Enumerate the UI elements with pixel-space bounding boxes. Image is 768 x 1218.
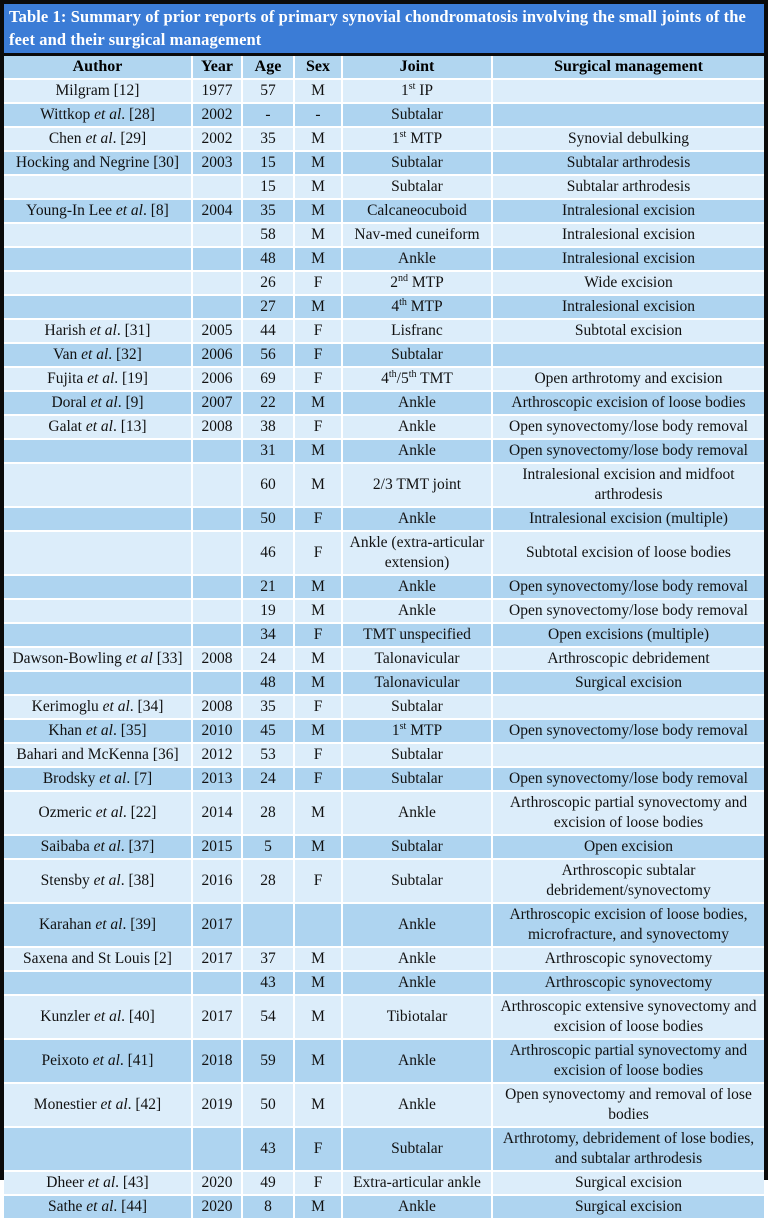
cell-sex <box>294 903 342 947</box>
cell-age: 22 <box>242 391 294 415</box>
cell-management: Intralesional excision <box>492 247 764 271</box>
table-row <box>4 247 764 271</box>
cell-management <box>492 79 764 103</box>
cell-management: Intralesional excision and midfoot arthrodesis <box>492 463 764 507</box>
cell-author: Stensby et al. [38] <box>4 859 192 903</box>
cell-author: Doral et al. [9] <box>4 391 192 415</box>
cell-year: 2002 <box>192 127 242 151</box>
cell-year: 2017 <box>192 947 242 971</box>
cell-author <box>4 507 192 531</box>
column-header-management: Surgical management <box>492 56 764 79</box>
cell-author: Saibaba et al. [37] <box>4 835 192 859</box>
cell-year: 2008 <box>192 415 242 439</box>
cell-year: 2013 <box>192 767 242 791</box>
table-row <box>4 1171 764 1195</box>
cell-sex: F <box>294 415 342 439</box>
cell-author: Peixoto et al. [41] <box>4 1039 192 1083</box>
cell-year: 2007 <box>192 391 242 415</box>
cell-sex: M <box>294 1039 342 1083</box>
cell-management: Open arthrotomy and excision <box>492 367 764 391</box>
cell-sex: F <box>294 859 342 903</box>
cell-joint: Ankle <box>342 791 492 835</box>
cell-author: Bahari and McKenna [36] <box>4 743 192 767</box>
table-row <box>4 835 764 859</box>
cell-sex: - <box>294 103 342 127</box>
cell-age: 26 <box>242 271 294 295</box>
cell-age: 59 <box>242 1039 294 1083</box>
cell-management: Open synovectomy and removal of lose bodies <box>492 1083 764 1127</box>
table-row <box>4 971 764 995</box>
cell-age: 43 <box>242 1127 294 1171</box>
cell-management: Intralesional excision <box>492 295 764 319</box>
table-row <box>4 439 764 463</box>
cell-author: Dawson-Bowling et al [33] <box>4 647 192 671</box>
cell-management: Arthroscopic excision of loose bodies, microfracture, and synovectomy <box>492 903 764 947</box>
cell-author <box>4 271 192 295</box>
cell-sex: M <box>294 647 342 671</box>
cell-management <box>492 695 764 719</box>
cell-sex: M <box>294 671 342 695</box>
table-row <box>4 319 764 343</box>
table-row <box>4 575 764 599</box>
cell-joint: 1st MTP <box>342 127 492 151</box>
cell-joint: Subtalar <box>342 695 492 719</box>
cell-sex: M <box>294 971 342 995</box>
cell-joint: Ankle (extra-articular extension) <box>342 531 492 575</box>
cell-management: Arthroscopic subtalar debridement/synovectomy <box>492 859 764 903</box>
cell-year: 2006 <box>192 367 242 391</box>
table-row <box>4 415 764 439</box>
header-row <box>4 56 764 79</box>
table-row <box>4 791 764 835</box>
cell-author: Fujita et al. [19] <box>4 367 192 391</box>
cell-management: Open excisions (multiple) <box>492 623 764 647</box>
cell-age: 35 <box>242 127 294 151</box>
cell-year: 2005 <box>192 319 242 343</box>
table-row <box>4 507 764 531</box>
table-row <box>4 647 764 671</box>
table-row <box>4 695 764 719</box>
cell-sex: F <box>294 343 342 367</box>
cell-age: 57 <box>242 79 294 103</box>
cell-year <box>192 671 242 695</box>
cell-author <box>4 531 192 575</box>
table-title: Table 1: Summary of prior reports of primary synovial chondromatosis involving the small joints of the feet and their surgical management <box>4 4 764 56</box>
cell-author: Dheer et al. [43] <box>4 1171 192 1195</box>
cell-joint: Subtalar <box>342 743 492 767</box>
cell-year: 2017 <box>192 903 242 947</box>
cell-joint: Subtalar <box>342 175 492 199</box>
cell-management: Arthrotomy, debridement of lose bodies, and subtalar arthrodesis <box>492 1127 764 1171</box>
cell-author: Sathe et al. [44] <box>4 1195 192 1218</box>
cell-age: 46 <box>242 531 294 575</box>
cell-sex: M <box>294 199 342 223</box>
cell-management <box>492 103 764 127</box>
cell-year <box>192 439 242 463</box>
cell-management: Subtalar arthrodesis <box>492 151 764 175</box>
cell-joint: Subtalar <box>342 1127 492 1171</box>
cell-joint: Subtalar <box>342 859 492 903</box>
cell-author: Van et al. [32] <box>4 343 192 367</box>
cell-sex: M <box>294 947 342 971</box>
cell-sex: F <box>294 367 342 391</box>
cell-year: 2020 <box>192 1195 242 1218</box>
cell-joint: Subtalar <box>342 103 492 127</box>
cell-sex: M <box>294 719 342 743</box>
cell-joint: Ankle <box>342 903 492 947</box>
table-row <box>4 343 764 367</box>
cell-age: 60 <box>242 463 294 507</box>
cell-age: 53 <box>242 743 294 767</box>
cell-author: Ozmeric et al. [22] <box>4 791 192 835</box>
cell-author <box>4 439 192 463</box>
table-row <box>4 531 764 575</box>
cell-age: 44 <box>242 319 294 343</box>
cell-management: Wide excision <box>492 271 764 295</box>
cell-sex: M <box>294 439 342 463</box>
cell-year: 2018 <box>192 1039 242 1083</box>
cell-joint: Calcaneocuboid <box>342 199 492 223</box>
table-row <box>4 1083 764 1127</box>
table-row <box>4 859 764 903</box>
cell-age: 28 <box>242 791 294 835</box>
cell-author <box>4 623 192 647</box>
cell-author: Harish et al. [31] <box>4 319 192 343</box>
cell-joint: Extra-articular ankle <box>342 1171 492 1195</box>
cell-age: 48 <box>242 247 294 271</box>
cell-management: Arthroscopic debridement <box>492 647 764 671</box>
cell-year <box>192 271 242 295</box>
cell-sex: M <box>294 463 342 507</box>
cell-year: 2004 <box>192 199 242 223</box>
table-row <box>4 271 764 295</box>
table-row <box>4 767 764 791</box>
cell-author <box>4 575 192 599</box>
cell-year: 2002 <box>192 103 242 127</box>
cell-age: 34 <box>242 623 294 647</box>
cell-age: 8 <box>242 1195 294 1218</box>
cell-author <box>4 671 192 695</box>
cell-age: 31 <box>242 439 294 463</box>
cell-age: 28 <box>242 859 294 903</box>
table-row <box>4 995 764 1039</box>
cell-author <box>4 295 192 319</box>
cell-joint: Ankle <box>342 415 492 439</box>
cell-year <box>192 1127 242 1171</box>
table-row <box>4 719 764 743</box>
cell-author: Kerimoglu et al. [34] <box>4 695 192 719</box>
column-header-author: Author <box>4 56 192 79</box>
cell-joint: Ankle <box>342 391 492 415</box>
table-row <box>4 1195 764 1218</box>
cell-year: 2006 <box>192 343 242 367</box>
cell-author: Young-In Lee et al. [8] <box>4 199 192 223</box>
cell-year: 2008 <box>192 647 242 671</box>
cell-age: - <box>242 103 294 127</box>
cell-management: Synovial debulking <box>492 127 764 151</box>
cell-sex: M <box>294 247 342 271</box>
cell-age: 19 <box>242 599 294 623</box>
cell-management: Subtotal excision of loose bodies <box>492 531 764 575</box>
cell-management: Open synovectomy/lose body removal <box>492 599 764 623</box>
cell-age: 37 <box>242 947 294 971</box>
cell-joint: 2/3 TMT joint <box>342 463 492 507</box>
cell-age: 24 <box>242 647 294 671</box>
cell-year <box>192 223 242 247</box>
cell-sex: F <box>294 623 342 647</box>
cell-sex: M <box>294 575 342 599</box>
cell-age: 35 <box>242 199 294 223</box>
table-row <box>4 151 764 175</box>
cell-sex: M <box>294 1195 342 1218</box>
column-header-sex: Sex <box>294 56 342 79</box>
cell-year: 2020 <box>192 1171 242 1195</box>
table-row <box>4 947 764 971</box>
table-row <box>4 903 764 947</box>
cell-age: 56 <box>242 343 294 367</box>
cell-author <box>4 971 192 995</box>
cell-age: 35 <box>242 695 294 719</box>
cell-year <box>192 599 242 623</box>
cell-year <box>192 971 242 995</box>
cell-author: Wittkop et al. [28] <box>4 103 192 127</box>
table-row <box>4 671 764 695</box>
cell-year: 2017 <box>192 995 242 1039</box>
table-body <box>4 79 764 1218</box>
cell-joint: 1st IP <box>342 79 492 103</box>
cell-age: 54 <box>242 995 294 1039</box>
cell-author: Hocking and Negrine [30] <box>4 151 192 175</box>
table-row <box>4 199 764 223</box>
cell-age: 15 <box>242 175 294 199</box>
cell-author: Kunzler et al. [40] <box>4 995 192 1039</box>
cell-age: 69 <box>242 367 294 391</box>
cell-author: Chen et al. [29] <box>4 127 192 151</box>
cell-year: 2003 <box>192 151 242 175</box>
cell-sex: F <box>294 507 342 531</box>
cell-joint: 4th/5th TMT <box>342 367 492 391</box>
cell-year <box>192 463 242 507</box>
table-row <box>4 391 764 415</box>
cell-sex: F <box>294 743 342 767</box>
cell-management: Subtalar arthrodesis <box>492 175 764 199</box>
cell-joint: Ankle <box>342 439 492 463</box>
cell-joint: 1st MTP <box>342 719 492 743</box>
table-row <box>4 1039 764 1083</box>
cell-sex: M <box>294 791 342 835</box>
cell-year: 2019 <box>192 1083 242 1127</box>
cell-management: Surgical excision <box>492 671 764 695</box>
cell-age: 58 <box>242 223 294 247</box>
cell-age: 38 <box>242 415 294 439</box>
cell-management: Intralesional excision <box>492 223 764 247</box>
cell-author <box>4 1127 192 1171</box>
cell-joint: Subtalar <box>342 835 492 859</box>
cell-year <box>192 531 242 575</box>
cell-age <box>242 903 294 947</box>
cell-sex: F <box>294 319 342 343</box>
cell-joint: Ankle <box>342 507 492 531</box>
cell-management: Surgical excision <box>492 1171 764 1195</box>
cell-age: 50 <box>242 507 294 531</box>
cell-joint: Ankle <box>342 575 492 599</box>
cell-author: Karahan et al. [39] <box>4 903 192 947</box>
cell-management: Intralesional excision (multiple) <box>492 507 764 531</box>
summary-table <box>4 56 764 1218</box>
cell-joint: Ankle <box>342 599 492 623</box>
cell-joint: Subtalar <box>342 343 492 367</box>
table-row <box>4 623 764 647</box>
cell-author: Milgram [12] <box>4 79 192 103</box>
cell-sex: F <box>294 531 342 575</box>
cell-sex: M <box>294 995 342 1039</box>
cell-author: Brodsky et al. [7] <box>4 767 192 791</box>
cell-joint: 4th MTP <box>342 295 492 319</box>
cell-year: 2012 <box>192 743 242 767</box>
cell-sex: F <box>294 767 342 791</box>
cell-joint: Subtalar <box>342 767 492 791</box>
cell-joint: TMT unspecified <box>342 623 492 647</box>
cell-joint: Lisfranc <box>342 319 492 343</box>
cell-sex: F <box>294 695 342 719</box>
table-row <box>4 223 764 247</box>
cell-joint: Ankle <box>342 971 492 995</box>
cell-author <box>4 175 192 199</box>
column-header-joint: Joint <box>342 56 492 79</box>
column-header-year: Year <box>192 56 242 79</box>
cell-age: 24 <box>242 767 294 791</box>
cell-sex: F <box>294 271 342 295</box>
cell-author: Monestier et al. [42] <box>4 1083 192 1127</box>
cell-age: 50 <box>242 1083 294 1127</box>
table-row <box>4 175 764 199</box>
cell-author <box>4 223 192 247</box>
cell-age: 49 <box>242 1171 294 1195</box>
cell-author <box>4 463 192 507</box>
table-row <box>4 743 764 767</box>
cell-age: 21 <box>242 575 294 599</box>
cell-year: 2014 <box>192 791 242 835</box>
cell-management: Open synovectomy/lose body removal <box>492 575 764 599</box>
column-header-age: Age <box>242 56 294 79</box>
cell-management: Open excision <box>492 835 764 859</box>
cell-sex: M <box>294 175 342 199</box>
cell-joint: Nav-med cuneiform <box>342 223 492 247</box>
table-row <box>4 79 764 103</box>
cell-joint: Ankle <box>342 1083 492 1127</box>
cell-author <box>4 599 192 623</box>
cell-author <box>4 247 192 271</box>
table-row <box>4 463 764 507</box>
cell-management: Arthroscopic excision of loose bodies <box>492 391 764 415</box>
table-row <box>4 103 764 127</box>
cell-sex: M <box>294 295 342 319</box>
cell-sex: M <box>294 79 342 103</box>
cell-sex: M <box>294 151 342 175</box>
cell-joint: Ankle <box>342 947 492 971</box>
cell-joint: Ankle <box>342 1195 492 1218</box>
cell-age: 27 <box>242 295 294 319</box>
table-row <box>4 367 764 391</box>
cell-management: Open synovectomy/lose body removal <box>492 719 764 743</box>
cell-joint: Talonavicular <box>342 671 492 695</box>
cell-management: Subtotal excision <box>492 319 764 343</box>
cell-management <box>492 743 764 767</box>
cell-management: Arthroscopic partial synovectomy and excision of loose bodies <box>492 1039 764 1083</box>
cell-sex: F <box>294 1127 342 1171</box>
cell-author: Khan et al. [35] <box>4 719 192 743</box>
cell-age: 48 <box>242 671 294 695</box>
cell-management: Arthroscopic partial synovectomy and excision of loose bodies <box>492 791 764 835</box>
cell-year: 2016 <box>192 859 242 903</box>
cell-sex: M <box>294 127 342 151</box>
cell-joint: Tibiotalar <box>342 995 492 1039</box>
cell-sex: M <box>294 391 342 415</box>
cell-management: Intralesional excision <box>492 199 764 223</box>
cell-management: Arthroscopic synovectomy <box>492 947 764 971</box>
table-row <box>4 127 764 151</box>
cell-sex: M <box>294 835 342 859</box>
cell-age: 5 <box>242 835 294 859</box>
cell-management <box>492 343 764 367</box>
cell-year <box>192 575 242 599</box>
cell-age: 15 <box>242 151 294 175</box>
cell-sex: M <box>294 599 342 623</box>
cell-joint: Subtalar <box>342 151 492 175</box>
cell-sex: F <box>294 1171 342 1195</box>
cell-joint: 2nd MTP <box>342 271 492 295</box>
cell-year <box>192 507 242 531</box>
cell-joint: Ankle <box>342 247 492 271</box>
cell-year: 2008 <box>192 695 242 719</box>
table-header <box>4 56 764 79</box>
cell-management: Open synovectomy/lose body removal <box>492 439 764 463</box>
cell-author: Saxena and St Louis [2] <box>4 947 192 971</box>
cell-age: 45 <box>242 719 294 743</box>
cell-management: Arthroscopic extensive synovectomy and excision of loose bodies <box>492 995 764 1039</box>
cell-sex: M <box>294 223 342 247</box>
cell-author: Galat et al. [13] <box>4 415 192 439</box>
cell-year <box>192 295 242 319</box>
table-row <box>4 1127 764 1171</box>
cell-management: Open synovectomy/lose body removal <box>492 767 764 791</box>
cell-management: Open synovectomy/lose body removal <box>492 415 764 439</box>
table-row <box>4 599 764 623</box>
cell-joint: Talonavicular <box>342 647 492 671</box>
cell-year: 1977 <box>192 79 242 103</box>
cell-management: Arthroscopic synovectomy <box>492 971 764 995</box>
cell-age: 43 <box>242 971 294 995</box>
cell-sex: M <box>294 1083 342 1127</box>
cell-management: Surgical excision <box>492 1195 764 1218</box>
cell-year: 2010 <box>192 719 242 743</box>
cell-year <box>192 623 242 647</box>
cell-year: 2015 <box>192 835 242 859</box>
cell-year <box>192 247 242 271</box>
cell-joint: Ankle <box>342 1039 492 1083</box>
table-row <box>4 295 764 319</box>
cell-year <box>192 175 242 199</box>
